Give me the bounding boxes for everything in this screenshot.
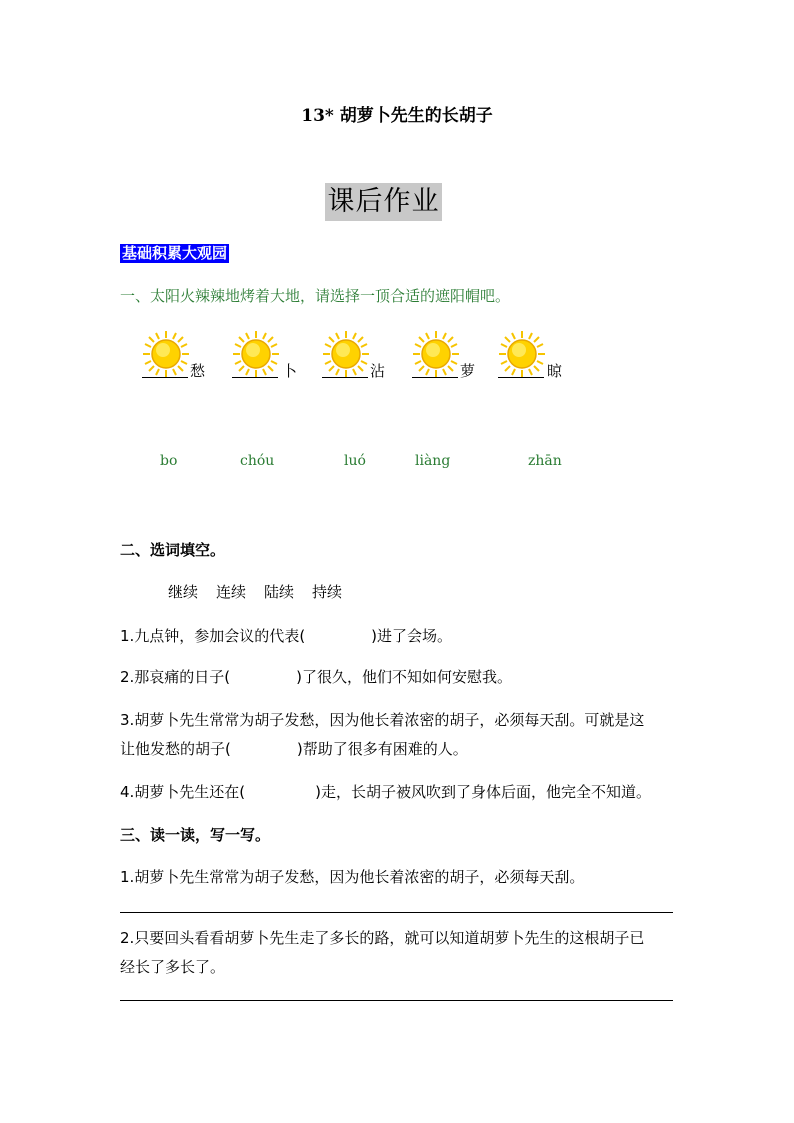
item-text-before: 让他发愁的胡子( xyxy=(120,740,231,758)
sun-character: 晾 xyxy=(547,362,563,380)
item-text-after: )进了会场。 xyxy=(371,627,453,645)
writing-line xyxy=(120,912,673,913)
section-tag: 基础积累大观园 xyxy=(122,244,228,262)
pinyin-option: chóu xyxy=(240,453,275,469)
fill-blank-item xyxy=(120,625,452,646)
pinyin-option: liàng xyxy=(415,453,451,469)
word-option: 陆续 xyxy=(264,583,295,601)
pinyin-option: zhān xyxy=(528,453,562,469)
item-text-before: 1.九点钟，参加会议的代表( xyxy=(120,627,306,645)
sun-icon xyxy=(412,330,460,378)
document-title: 13* 胡萝卜先生的长胡子 xyxy=(301,106,493,126)
reading-sentence-line: 2.只要回头看看胡萝卜先生走了多长的路，就可以知道胡萝卜先生的这根胡子已 xyxy=(120,929,645,947)
sun-icon xyxy=(232,330,280,378)
answer-blank xyxy=(232,377,278,378)
sun-character: 愁 xyxy=(190,362,206,380)
word-option: 继续 xyxy=(168,583,199,601)
reading-sentence-line: 经长了多长了。 xyxy=(120,958,226,976)
item-text-after: )了很久，他们不知如何安慰我。 xyxy=(296,668,513,686)
sun-icon xyxy=(498,330,546,378)
answer-blank xyxy=(498,377,544,378)
item-text-before: 2.那哀痛的日子( xyxy=(120,668,231,686)
sun-character: 沾 xyxy=(370,362,386,380)
fill-blank-item-line: 3.胡萝卜先生常常为胡子发愁，因为他长着浓密的胡子，必须每天刮。可就是这 xyxy=(120,711,645,729)
sun-icon xyxy=(142,330,190,378)
question1-prompt: 一、太阳火辣辣地烤着大地，请选择一顶合适的遮阳帽吧。 xyxy=(120,287,511,305)
writing-line xyxy=(120,1000,673,1001)
item-text-after: )帮助了很多有困难的人。 xyxy=(296,740,468,758)
fill-blank-item xyxy=(120,666,512,687)
reading-sentence: 1.胡萝卜先生常常为胡子发愁，因为他长着浓密的胡子，必须每天刮。 xyxy=(120,868,585,886)
sun-icon xyxy=(322,330,370,378)
answer-blank xyxy=(322,377,368,378)
pinyin-option: luó xyxy=(344,453,366,469)
item-text-before: 4.胡萝卜先生还在( xyxy=(120,783,246,801)
word-option: 持续 xyxy=(312,583,343,601)
word-option: 连续 xyxy=(216,583,247,601)
sun-character: 萝 xyxy=(460,362,476,380)
pinyin-option: bo xyxy=(160,453,178,469)
question3-heading: 三、读一读，写一写。 xyxy=(120,826,271,844)
answer-blank xyxy=(142,377,188,378)
item-text-after: )走，长胡子被风吹到了身体后面，他完全不知道。 xyxy=(315,783,652,801)
homework-banner: 课后作业 xyxy=(325,183,442,221)
fill-blank-item xyxy=(120,738,468,759)
answer-blank xyxy=(412,377,458,378)
fill-blank-item xyxy=(120,781,651,802)
question2-heading: 二、选词填空。 xyxy=(120,541,226,559)
sun-character: 卜 xyxy=(282,362,298,380)
